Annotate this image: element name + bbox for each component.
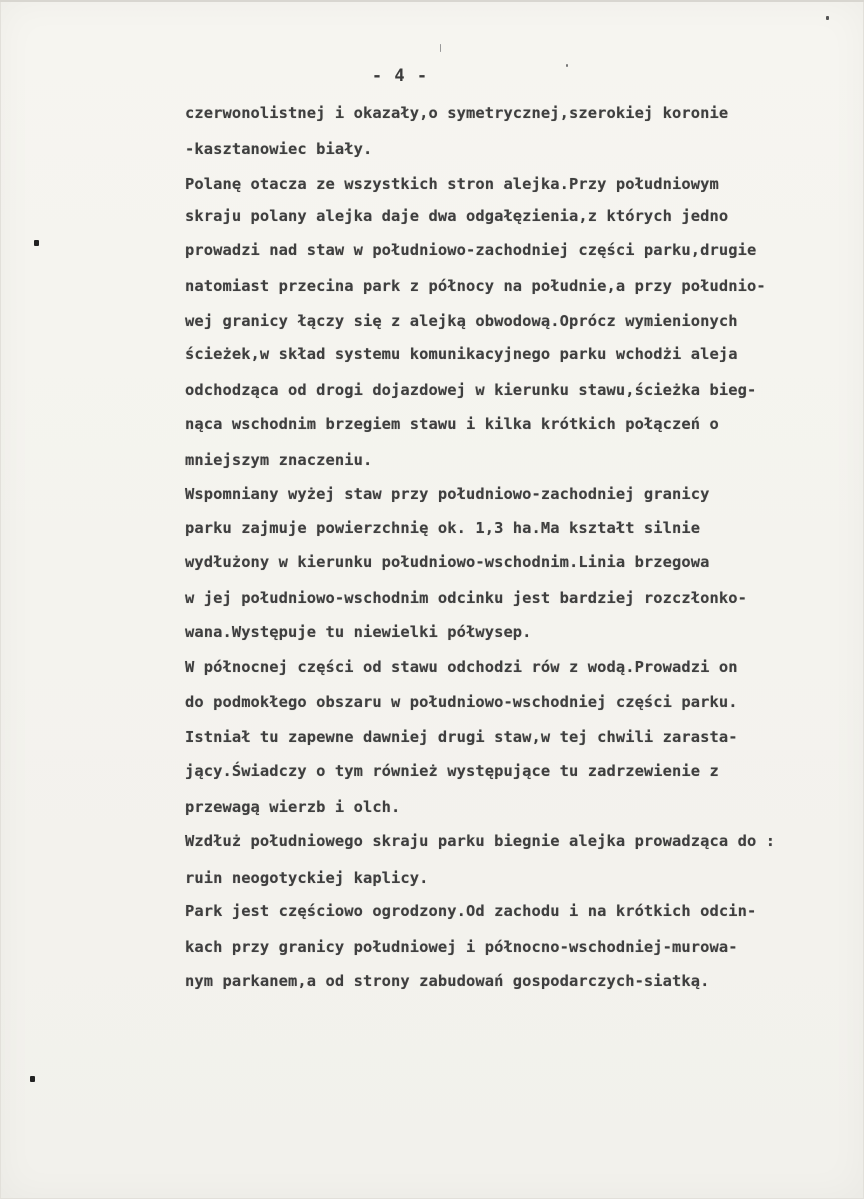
binder-hole-mark: [34, 240, 39, 246]
text-line: natomiast przecina park z północy na południe,a przy południo-: [185, 277, 766, 295]
top-edge: [0, 0, 864, 2]
binder-hole-mark: [30, 1076, 35, 1082]
text-line: nąca wschodnim brzegiem stawu i kilka krótkich połączeń o: [185, 415, 719, 433]
text-line: ruin neogotyckiej kaplicy.: [185, 869, 429, 887]
paper-speck: [566, 64, 568, 67]
text-line: przewagą wierzb i olch.: [185, 798, 401, 816]
text-line: W północnej części od stawu odchodzi rów z wodą.Prowadzi on: [185, 658, 738, 676]
text-line: Wspomniany wyżej staw przy południowo-zachodniej granicy: [185, 485, 710, 503]
text-line: nym parkanem,a od strony zabudowań gospodarczych-siatką.: [185, 972, 710, 990]
text-line: wydłużony w kierunku południowo-wschodnim.Linia brzegowa: [185, 553, 710, 571]
text-line: skraju polany alejka daje dwa odgałęzienia,z których jedno: [185, 207, 729, 225]
text-line: Park jest częściowo ogrodzony.Od zachodu i na krótkich odcin-: [185, 902, 757, 920]
text-line: ścieżek,w skład systemu komunikacyjnego parku wchodżi aleja: [185, 345, 738, 363]
text-line: wana.Występuje tu niewielki półwysep.: [185, 623, 532, 641]
paper-speck: [440, 44, 441, 52]
text-line: wej granicy łączy się z alejką obwodową.Oprócz wymienionych: [185, 312, 738, 330]
text-line: Polanę otacza ze wszystkich stron alejka.Przy południowym: [185, 175, 719, 193]
text-line: czerwonolistnej i okazały,o symetrycznej,szerokiej koronie: [185, 104, 729, 122]
paper-speck: [826, 16, 829, 20]
text-line: kach przy granicy południowej i północno-wschodniej-murowa-: [185, 938, 738, 956]
text-line: jący.Świadczy o tym również występujące tu zadrzewienie z: [185, 762, 719, 780]
text-line: Istniał tu zapewne dawniej drugi staw,w tej chwili zarasta-: [185, 728, 738, 746]
text-line: prowadzi nad staw w południowo-zachodniej części parku,drugie: [185, 241, 757, 259]
text-line: mniejszym znaczeniu.: [185, 451, 373, 469]
text-line: parku zajmuje powierzchnię ok. 1,3 ha.Ma kształt silnie: [185, 519, 701, 537]
text-line: Wzdłuż południowego skraju parku biegnie alejka prowadząca do :: [185, 832, 776, 850]
text-line: -kasztanowiec biały.: [185, 140, 373, 158]
text-line: odchodząca od drogi dojazdowej w kierunku stawu,ścieżka bieg-: [185, 381, 757, 399]
text-line: w jej południowo-wschodnim odcinku jest bardziej rozczłonko-: [185, 589, 747, 607]
page-number: - 4 -: [371, 66, 429, 86]
text-line: do podmokłego obszaru w południowo-wschodniej części parku.: [185, 693, 738, 711]
